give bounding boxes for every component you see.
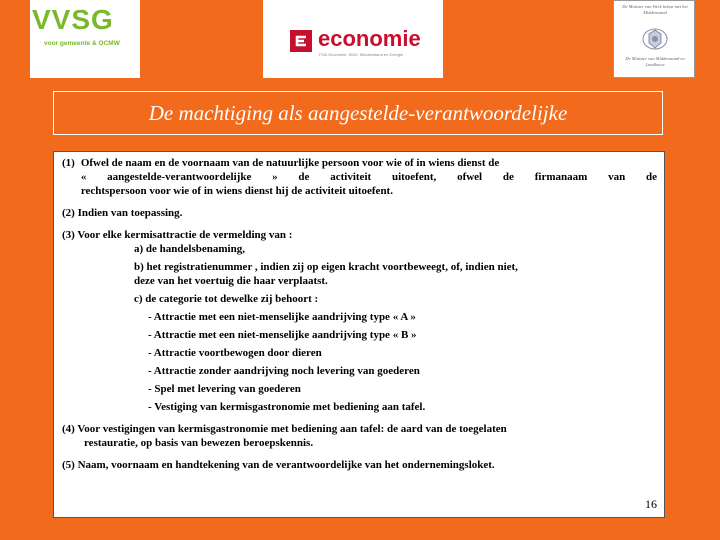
economie-e-icon [290,30,312,52]
note-1-line-2: « aangestelde-verantwoordelijke » de activiteit uitoefent, ofwel de firmanaam van de [80,171,657,183]
note-1 [62,156,657,198]
note-1-line-1: Ofwel de naam en de voornaam van de natuurlijke persoon voor wie of in wiens dienst de [80,157,500,169]
note-3-item-c: c) de categorie tot dewelke zij behoort : [134,293,319,305]
category-item: - Vestiging van kermisgastronomie met bediening aan tafel. [148,401,426,413]
vvsg-logo-word: VVSG [32,4,114,35]
crest-bottom-text: De Minister van Middenstand en Landbouw [625,56,685,67]
page-title: De machtiging als aangestelde-verantwoordelijke [148,100,568,125]
content-panel [53,151,665,518]
note-4 [62,422,657,450]
note-4-line-1: (4) Voor vestigingen van kermisgastronomie met bediening aan tafel: de aard van de toegelaten [62,423,507,435]
note-2: (2) Indien van toepassing. [62,207,183,219]
vvsg-logo [30,0,140,78]
vvsg-logo-subtitle: voor gemeente & OCMW [44,40,120,47]
economie-logo-subtitle: FOD Economie, KMO, Middenstand en Energie [319,52,404,57]
economie-logo [263,0,443,78]
crest-emblem-icon [640,26,670,52]
note-1-line-3: rechtspersoon voor wie of in wiens dienst hij de activiteit uitoefent. [80,185,393,197]
note-3-item-b-line-2: deze van het voertuig die haar verplaatst. [134,275,328,287]
title-frame [53,91,663,135]
note-3-item-a: a) de handelsbenaming, [134,243,245,255]
category-item: - Attractie met een niet-menselijke aandrijving type « B » [148,329,417,341]
crest-top-text: De Minister van Werk belast met het Middenstand [622,4,688,15]
note-5: (5) Naam, voornaam en handtekening van de verantwoordelijke van het ondernemingsloket. [62,459,495,471]
note-3-intro: (3) Voor elke kermisattractie de vermelding van : [62,229,293,241]
note-3 [62,228,657,414]
ministers-crest-logo [613,0,695,78]
category-item: - Spel met levering van goederen [148,383,301,395]
category-item: - Attractie met een niet-menselijke aandrijving type « A » [148,311,416,323]
note-3-item-b-line-1: b) het registratienummer , indien zij op eigen kracht voortbeweegt, of, indien niet, [134,261,518,273]
category-item: - Attractie voortbewogen door dieren [148,347,322,359]
category-item: - Attractie zonder aandrijving noch levering van goederen [148,365,420,377]
economie-logo-word: economie [318,26,421,51]
note-1-number: (1) [62,157,75,169]
note-4-line-2: restauratie, op basis van bewezen beroepskennis. [84,437,314,449]
page-number: 16 [645,497,657,511]
